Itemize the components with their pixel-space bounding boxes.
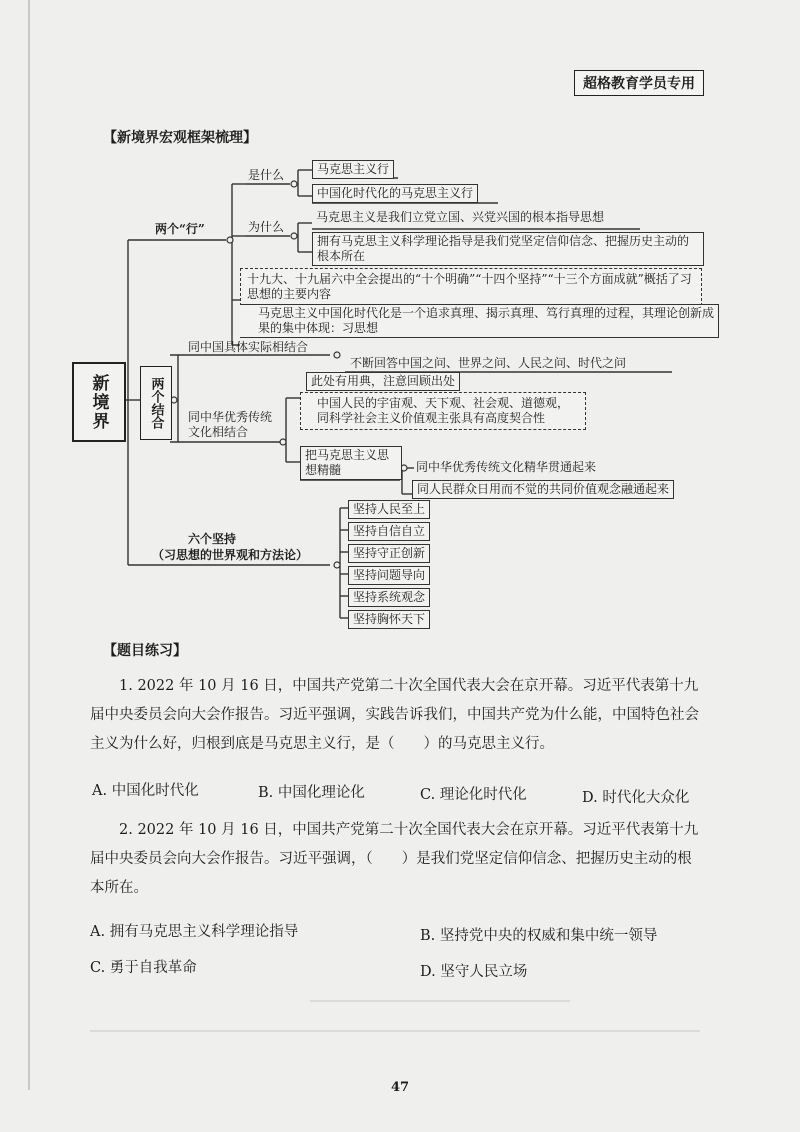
combo-traditional-culture: 同中华优秀传统文化相结合: [188, 410, 273, 439]
dashed-note-values: 中国人民的宇宙观、天下观、社会观、道德观，同科学社会主义价值观主张具有高度契合性: [300, 392, 586, 430]
combo-china-reality-detail: 不断回答中国之问、世界之问、人民之问、时代之问: [350, 356, 627, 370]
what-item-1: 马克思主义行: [312, 160, 394, 179]
what-item-2: 中国化时代化的马克思主义行: [312, 184, 478, 203]
essence-box: 把马克思主义思想精髓: [300, 446, 402, 480]
page-number: 47: [390, 1080, 410, 1095]
why-item-1: 马克思主义是我们立党立国、兴党兴国的根本指导思想: [316, 210, 605, 224]
question-1-stem: 1. 2022 年 10 月 16 日，中国共产党第二十次全国代表大会在京开幕。习近平代表第十九届中央委员会向大会作报告。习近平强调，实践告诉我们，中国共产党为什么能，中国特色社会主义为什么好，归根到底是马克思主义行，是（ ）的马克思主义行。: [90, 678, 699, 752]
essence-item-1: 同中华优秀传统文化精华贯通起来: [416, 460, 597, 474]
bleed-through-line: [90, 1030, 700, 1032]
what-label: 是什么: [248, 168, 285, 182]
bleed-through-line: [310, 1000, 570, 1002]
persist-item-2: 坚持自信自立: [348, 522, 430, 541]
persist-item-3: 坚持守正创新: [348, 544, 430, 563]
combo-china-reality: 同中国具体实际相结合: [188, 340, 309, 354]
conclusion-box: 马克思主义中国化时代化是一个追求真理、揭示真理、笃行真理的过程，其理论创新成果的集中体现：习思想: [240, 304, 719, 338]
q1-option-a: A. 中国化时代化: [92, 783, 199, 799]
q1-option-d: D. 时代化大众化: [582, 790, 690, 806]
section-title-exercises: 【题目练习】: [103, 643, 187, 659]
dashed-note-summary: 十九大、十九届六中全会提出的“十个明确”“十四个坚持”“十三个方面成就”概括了习思想的主要内容: [240, 268, 702, 306]
watermark-stamp: 超格教育学员专用: [574, 70, 704, 96]
persist-item-6: 坚持胸怀天下: [348, 610, 430, 629]
why-item-2: 拥有马克思主义科学理论指导是我们党坚定信仰信念、把握历史主动的根本所在: [312, 232, 704, 266]
q1-option-b: B. 中国化理论化: [258, 785, 365, 801]
section-title-framework: 【新境界宏观框架梳理】: [103, 130, 257, 146]
q2-option-a: A. 拥有马克思主义科学理论指导: [90, 924, 299, 940]
branch-six-persist-sub: （习思想的世界观和方法论）: [152, 548, 309, 562]
essence-item-2: 同人民群众日用而不觉的共同价值观念融通起来: [412, 480, 674, 499]
why-label: 为什么: [248, 220, 285, 234]
question-2-stem: 2. 2022 年 10 月 16 日，中国共产党第二十次全国代表大会在京开幕。习近平代表第十九届中央委员会向大会作报告。习近平强调，（ ）是我们党坚定信仰信念、把握历史主动的根本所在。: [90, 822, 699, 896]
branch-two-xing: 两个“行”: [155, 222, 205, 236]
branch-two-combinations: 两个结合: [140, 366, 172, 440]
note-label: 此处有用典，注意回顾出处: [306, 372, 460, 391]
root-node: 新境界: [72, 362, 126, 442]
q2-option-b: B. 坚持党中央的权威和集中统一领导: [420, 928, 658, 944]
persist-item-5: 坚持系统观念: [348, 588, 430, 607]
q2-option-d: D. 坚守人民立场: [420, 964, 528, 980]
q2-option-c: C. 勇于自我革命: [90, 960, 197, 976]
q1-option-c: C. 理论化时代化: [420, 787, 527, 803]
persist-item-4: 坚持问题导向: [348, 566, 430, 585]
branch-six-persist: 六个坚持: [188, 532, 237, 546]
persist-item-1: 坚持人民至上: [348, 500, 430, 519]
